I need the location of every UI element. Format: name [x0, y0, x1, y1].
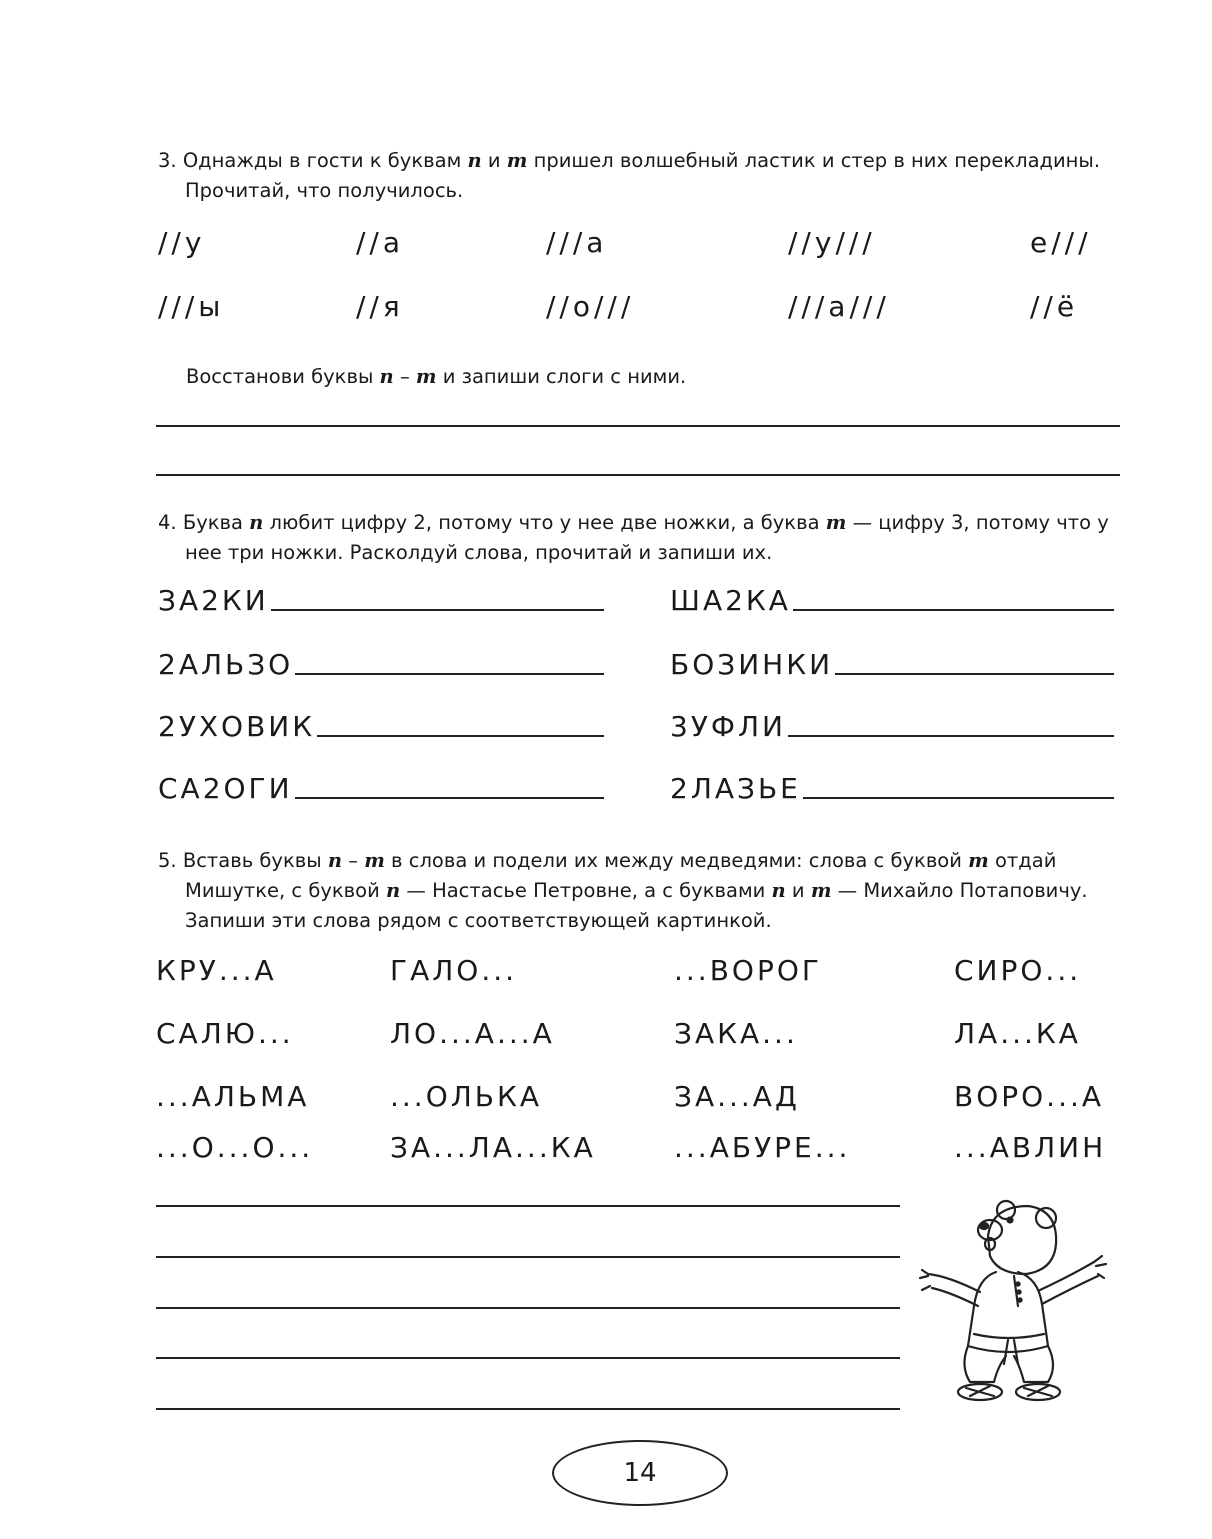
coded-word-row	[670, 648, 1114, 681]
answer-line[interactable]	[317, 735, 604, 737]
answer-line[interactable]	[295, 797, 604, 799]
slash-item: ///а///	[788, 290, 890, 323]
slash-item: ///ы	[158, 290, 225, 323]
answer-line[interactable]	[793, 609, 1114, 611]
answer-line[interactable]	[156, 1357, 900, 1359]
slash-item: //ё	[1030, 290, 1079, 323]
slash-item: //я	[356, 290, 404, 323]
slash-item: е///	[1030, 226, 1092, 259]
answer-line[interactable]	[156, 1408, 900, 1410]
answer-line[interactable]	[156, 1205, 900, 1207]
gap-word: ...АВЛИН	[954, 1131, 1107, 1164]
answer-line[interactable]	[156, 425, 1120, 427]
page-number: 14	[552, 1440, 728, 1506]
task4-instruction: 4. Буква п любит цифру 2, потому что у нее две ножки, а буква т — цифру 3, потому что у нее три ножки. Расколдуй слова, прочитай и запиши их.	[158, 511, 1109, 564]
gap-word: ...АБУРЕ...	[674, 1131, 851, 1164]
answer-line[interactable]	[788, 735, 1114, 737]
slash-item: //о///	[546, 290, 635, 323]
coded-word-row	[158, 584, 604, 617]
slash-item: //у///	[788, 226, 876, 259]
coded-word-row	[670, 584, 1114, 617]
coded-word: ЗА2КИ	[158, 584, 269, 617]
coded-word: ША2КА	[670, 584, 791, 617]
answer-line[interactable]	[156, 1256, 900, 1258]
gap-word: ...АЛЬМА	[156, 1080, 310, 1113]
gap-word: ЛО...А...А	[390, 1017, 555, 1050]
gap-word: ЗА...ЛА...КА	[390, 1131, 596, 1164]
gap-word: СИРО...	[954, 954, 1082, 987]
gap-word: ...ВОРОГ	[674, 954, 822, 987]
gap-word: ЛА...КА	[954, 1017, 1081, 1050]
slash-item: //а	[356, 226, 405, 259]
coded-word-row	[670, 710, 1114, 743]
coded-word: 2ЛАЗЬЕ	[670, 772, 801, 805]
gap-word: ...ОЛЬКА	[390, 1080, 543, 1113]
answer-line[interactable]	[803, 797, 1114, 799]
task3-instruction: 3. Однажды в гости к буквам п и т пришел волшебный ластик и стер в них перекладины. Прочитай, что получилось.	[158, 149, 1101, 202]
gap-word: КРУ...А	[156, 954, 277, 987]
coded-word: 3УФЛИ	[670, 710, 786, 743]
coded-word-row	[158, 772, 604, 805]
answer-line[interactable]	[295, 673, 604, 675]
gap-word: ...О...О...	[156, 1131, 314, 1164]
answer-line[interactable]	[156, 474, 1120, 476]
task3-restore-instruction: Восстанови буквы п – т и запиши слоги с ними.	[186, 365, 687, 388]
answer-line[interactable]	[156, 1307, 900, 1309]
coded-word-row	[158, 648, 604, 681]
gap-word: ВОРО...А	[954, 1080, 1105, 1113]
bear-illustration	[918, 1196, 1108, 1406]
gap-word: САЛЮ...	[156, 1017, 294, 1050]
coded-word: 2АЛЬЗО	[158, 648, 294, 681]
gap-word: ЗА...АД	[674, 1080, 800, 1113]
answer-line[interactable]	[271, 609, 604, 611]
coded-word: 2УХОВИК	[158, 710, 316, 743]
gap-word: ГАЛО...	[390, 954, 518, 987]
coded-word-row	[158, 710, 604, 743]
slash-item: //у	[158, 226, 206, 259]
gap-word: ЗАКА...	[674, 1017, 798, 1050]
answer-line[interactable]	[835, 673, 1114, 675]
coded-word-row	[670, 772, 1114, 805]
task5-instruction: 5. Вставь буквы п – т в слова и подели их между медведями: слова с буквой т отдай Мишутке, с буквой п — Настасье Петровне, а с буквами п и т — Михайло Потаповичу. Запиши эти слова рядом с соответствующей картинкой.	[158, 849, 1088, 932]
slash-item: ///а	[546, 226, 608, 259]
coded-word: СА2ОГИ	[158, 772, 293, 805]
coded-word: БОЗИНКИ	[670, 648, 834, 681]
